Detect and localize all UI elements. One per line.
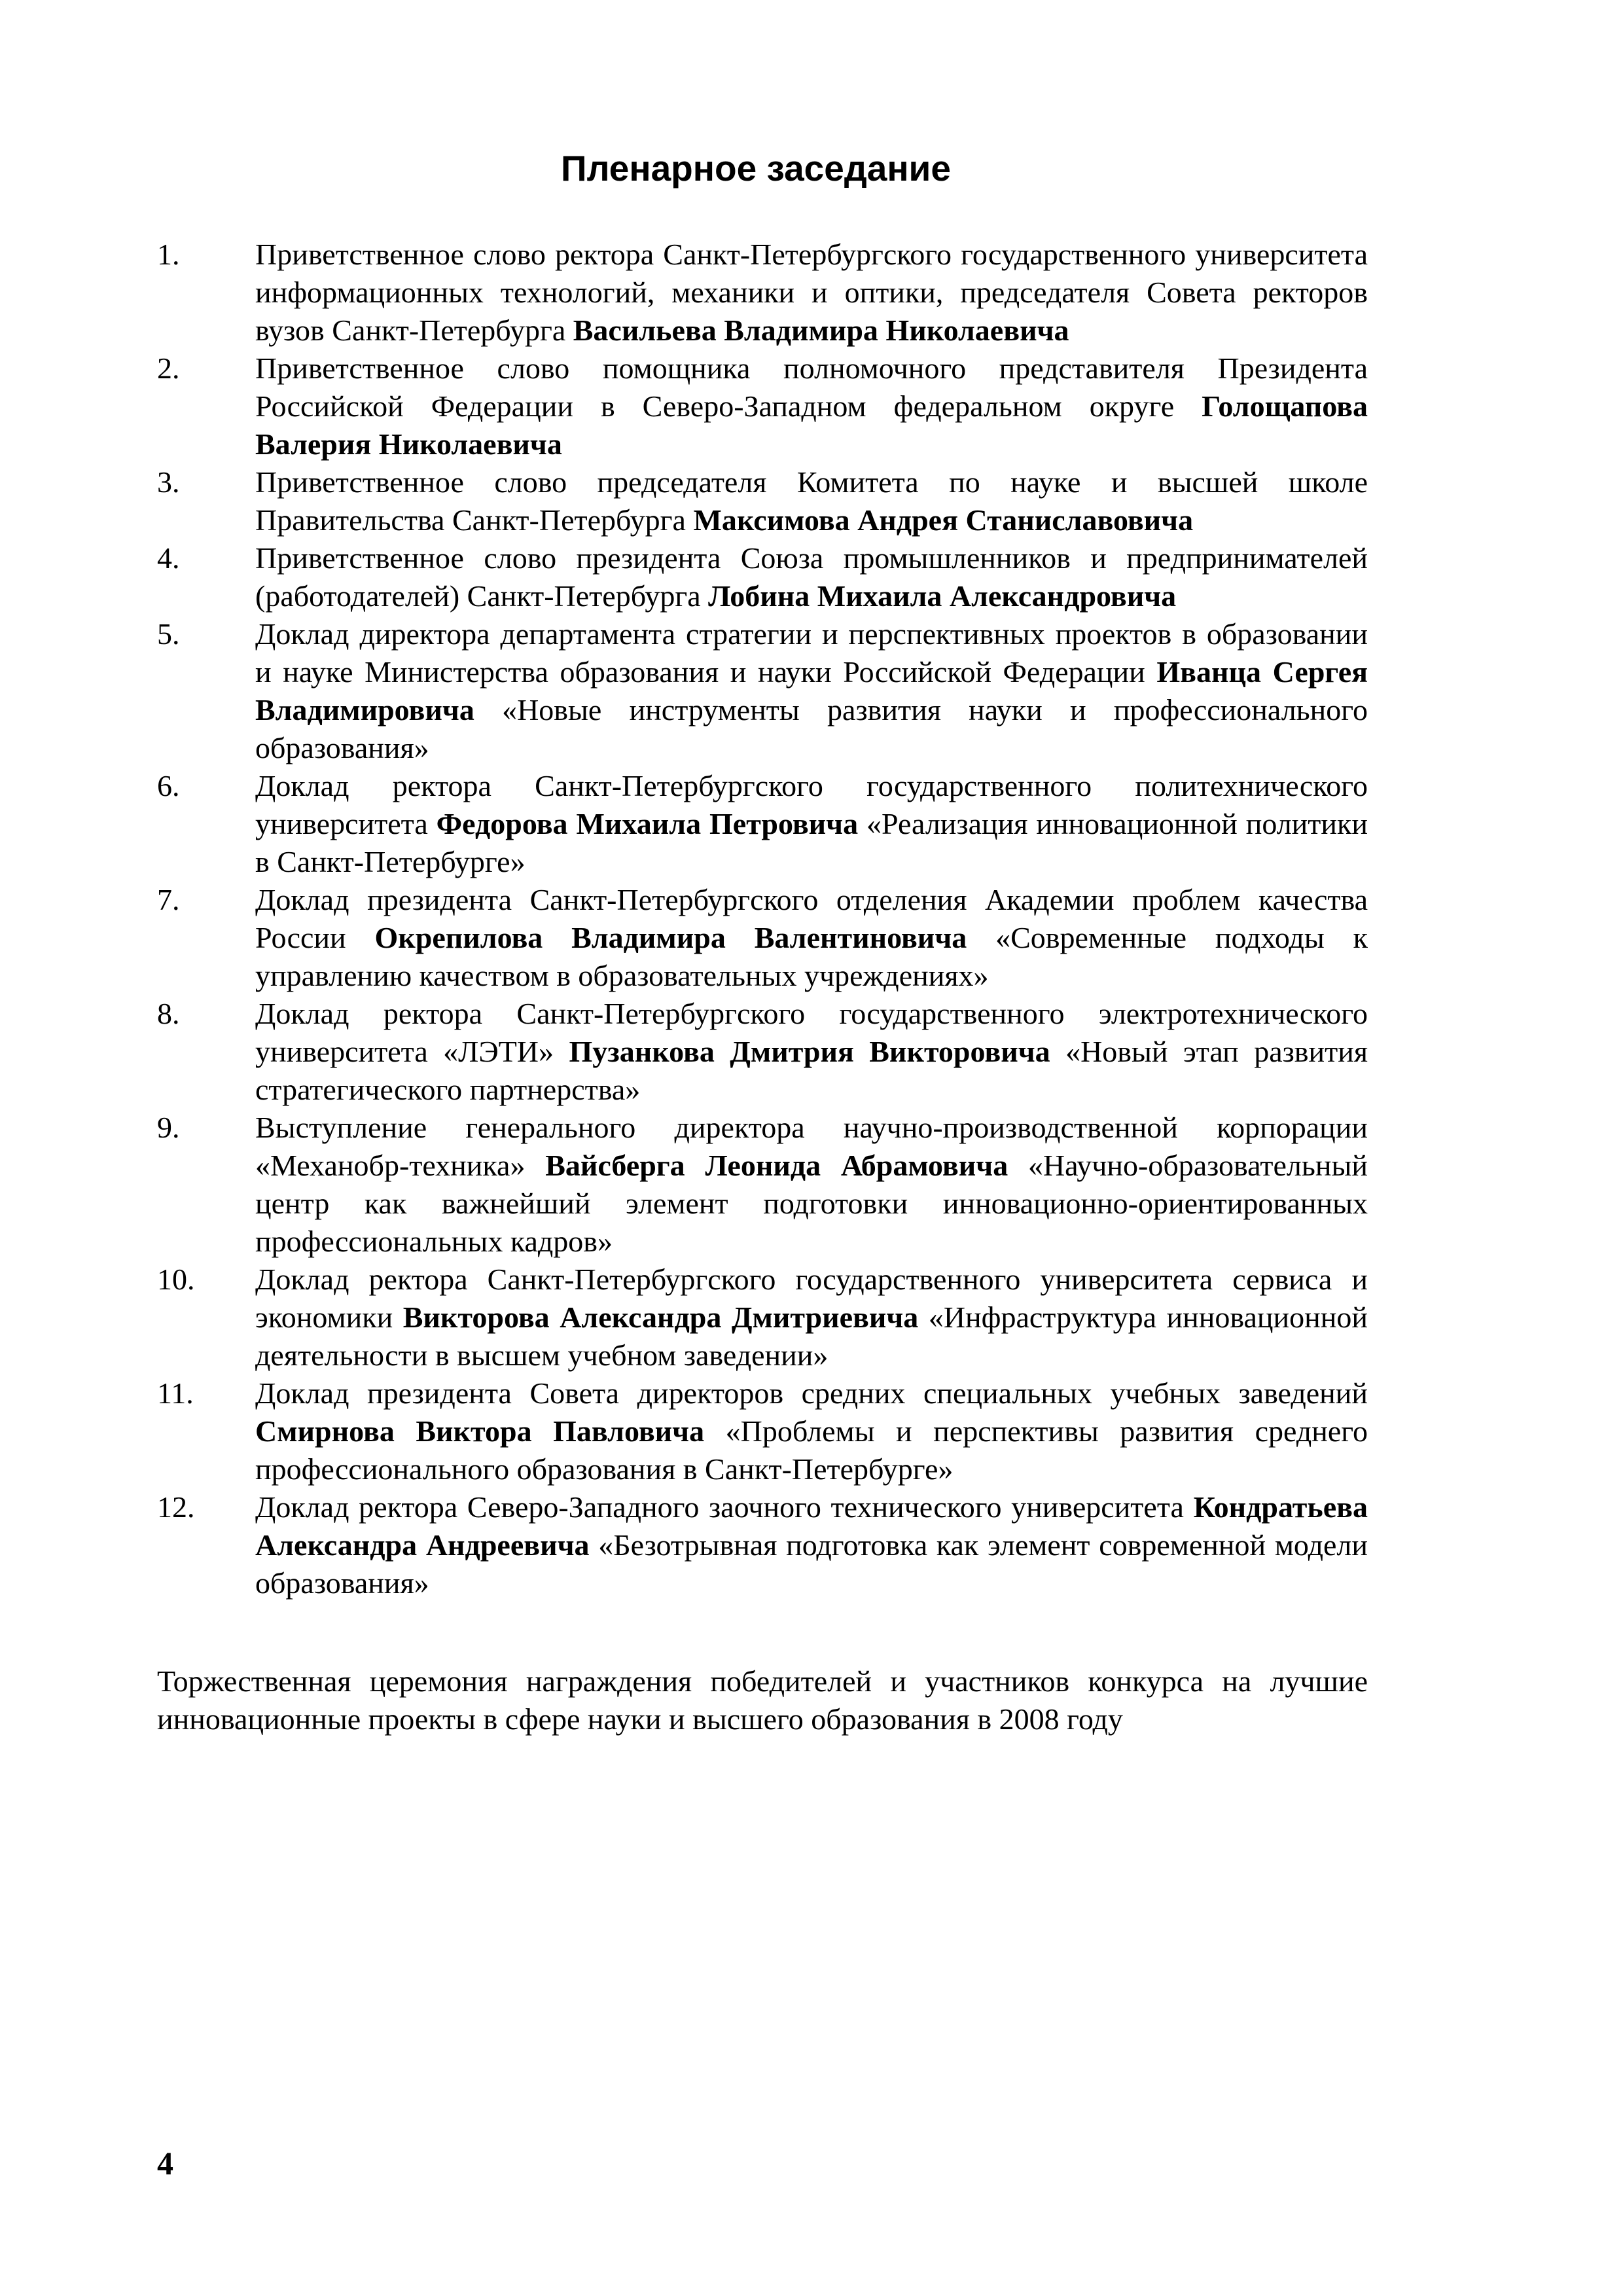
item-number: 3.: [157, 465, 180, 499]
talk-title: «Реализация инновационной политики в Санкт-Петербурге»: [255, 807, 1368, 878]
item-description: Доклад ректора Санкт-Петербургского государственного электротехнического университета «ЛЭТИ»: [255, 997, 1368, 1068]
speaker-name: Васильева Владимира Николаевича: [573, 314, 1069, 347]
item-description: Доклад президента Санкт-Петербургского отделения Академии проблем качества России: [255, 883, 1368, 954]
program-item: [157, 1109, 1368, 1261]
program-item: [157, 1488, 1368, 1602]
talk-title: «Научно-образовательный центр как важнейший элемент подготовки инновационно-ориентированных профессиональных кадров»: [255, 1149, 1368, 1258]
program-item: [157, 1374, 1368, 1488]
program-item: [157, 539, 1368, 615]
item-number: 7.: [157, 883, 180, 916]
item-number: 6.: [157, 769, 180, 802]
speaker-name: Пузанкова Дмитрия Викторовича: [569, 1035, 1050, 1068]
program-item: [157, 463, 1368, 539]
item-description: Доклад директора департамента стратегии и перспективных проектов в образовании и науке Министерства образования и науки Российской Федерации: [255, 617, 1368, 689]
item-description: Выступление генерального директора научно-производственной корпорации «Механобр-техника»: [255, 1111, 1368, 1182]
award-ceremony-note: Торжественная церемония награждения победителей и участников конкурса на лучшие инновационные проекты в сфере науки и высшего образования в 2008 году: [157, 1664, 1368, 1736]
talk-title: «Современные подходы к управлению качеством в образовательных учреждениях»: [255, 921, 1368, 992]
item-number: 12.: [157, 1490, 195, 1524]
program-item: [157, 995, 1368, 1109]
item-description: Приветственное слово президента Союза промышленников и предпринимателей (работодателей) Санкт-Петербурга: [255, 541, 1368, 613]
speaker-name: Кондратьева Александра Андреевича: [255, 1490, 1368, 1562]
speaker-name: Максимова Андрея Станиславовича: [693, 503, 1194, 537]
speaker-name: Иванца Сергея Владимировича: [255, 655, 1368, 726]
talk-title: «Проблемы и перспективы развития среднего профессионального образования в Санкт-Петербурге»: [255, 1414, 1368, 1486]
talk-title: «Безотрывная подготовка как элемент современной модели образования»: [255, 1528, 1368, 1600]
item-text: [255, 1376, 1368, 1486]
program-item: [157, 236, 1368, 350]
item-description: Доклад ректора Санкт-Петербургского государственного университета сервиса и экономики: [255, 1263, 1368, 1334]
item-text: [255, 997, 1368, 1106]
program-item: [157, 1261, 1368, 1374]
item-number: 10.: [157, 1263, 195, 1296]
speaker-name: Окрепилова Владимира Валентиновича: [374, 921, 967, 954]
speaker-name: Федорова Михаила Петровича: [436, 807, 859, 840]
item-description: Доклад ректора Санкт-Петербургского государственного политехнического университета: [255, 769, 1368, 840]
item-description: Приветственное слово ректора Санкт-Петербургского государственного университета информационных технологий, механики и оптики, председателя Совета ректоров вузов Санкт-Петербурга: [255, 238, 1368, 347]
item-number: 2.: [157, 351, 180, 385]
talk-title: «Инфраструктура инновационной деятельности в высшем учебном заведении»: [255, 1300, 1368, 1372]
item-number: 8.: [157, 997, 180, 1030]
speaker-name: Викторова Александра Дмитриевича: [402, 1300, 919, 1334]
item-text: [255, 1263, 1368, 1372]
item-text: [255, 617, 1368, 764]
item-description: Приветственное слово помощника полномочного представителя Президента Российской Федерации в Северо-Западном федеральном округе: [255, 351, 1368, 423]
item-text: [255, 238, 1368, 347]
item-text: [255, 1111, 1368, 1258]
item-text: [255, 541, 1368, 613]
program-item: [157, 615, 1368, 767]
talk-title: «Новый этап развития стратегического партнерства»: [255, 1035, 1368, 1106]
program-item: [157, 881, 1368, 995]
talk-title: «Новые инструменты развития науки и профессионального образования»: [255, 693, 1368, 764]
item-text: [255, 351, 1368, 461]
page-title: Пленарное заседание: [561, 148, 951, 188]
program-item: [157, 350, 1368, 463]
item-number: 9.: [157, 1111, 180, 1144]
speaker-name: Голощапова Валерия Николаевича: [255, 389, 1368, 461]
speaker-name: Вайсберга Леонида Абрамовича: [545, 1149, 1008, 1182]
speaker-name: Смирнова Виктора Павловича: [255, 1414, 705, 1448]
program-item: [157, 767, 1368, 881]
plenary-program-list: [157, 236, 1368, 1602]
item-number: 4.: [157, 541, 180, 575]
item-text: [255, 883, 1368, 992]
page-number: 4: [157, 2145, 173, 2181]
item-number: 5.: [157, 617, 180, 651]
item-description: Доклад президента Совета директоров средних специальных учебных заведений: [255, 1376, 1368, 1410]
item-description: Доклад ректора Северо-Западного заочного технического университета: [255, 1490, 1194, 1524]
item-text: [255, 769, 1368, 878]
item-text: [255, 465, 1368, 537]
item-description: Приветственное слово председателя Комитета по науке и высшей школе Правительства Санкт-Петербурга: [255, 465, 1368, 537]
item-number: 11.: [157, 1376, 194, 1410]
speaker-name: Лобина Михаила Александровича: [708, 579, 1177, 613]
item-number: 1.: [157, 238, 180, 271]
item-text: [255, 1490, 1368, 1600]
